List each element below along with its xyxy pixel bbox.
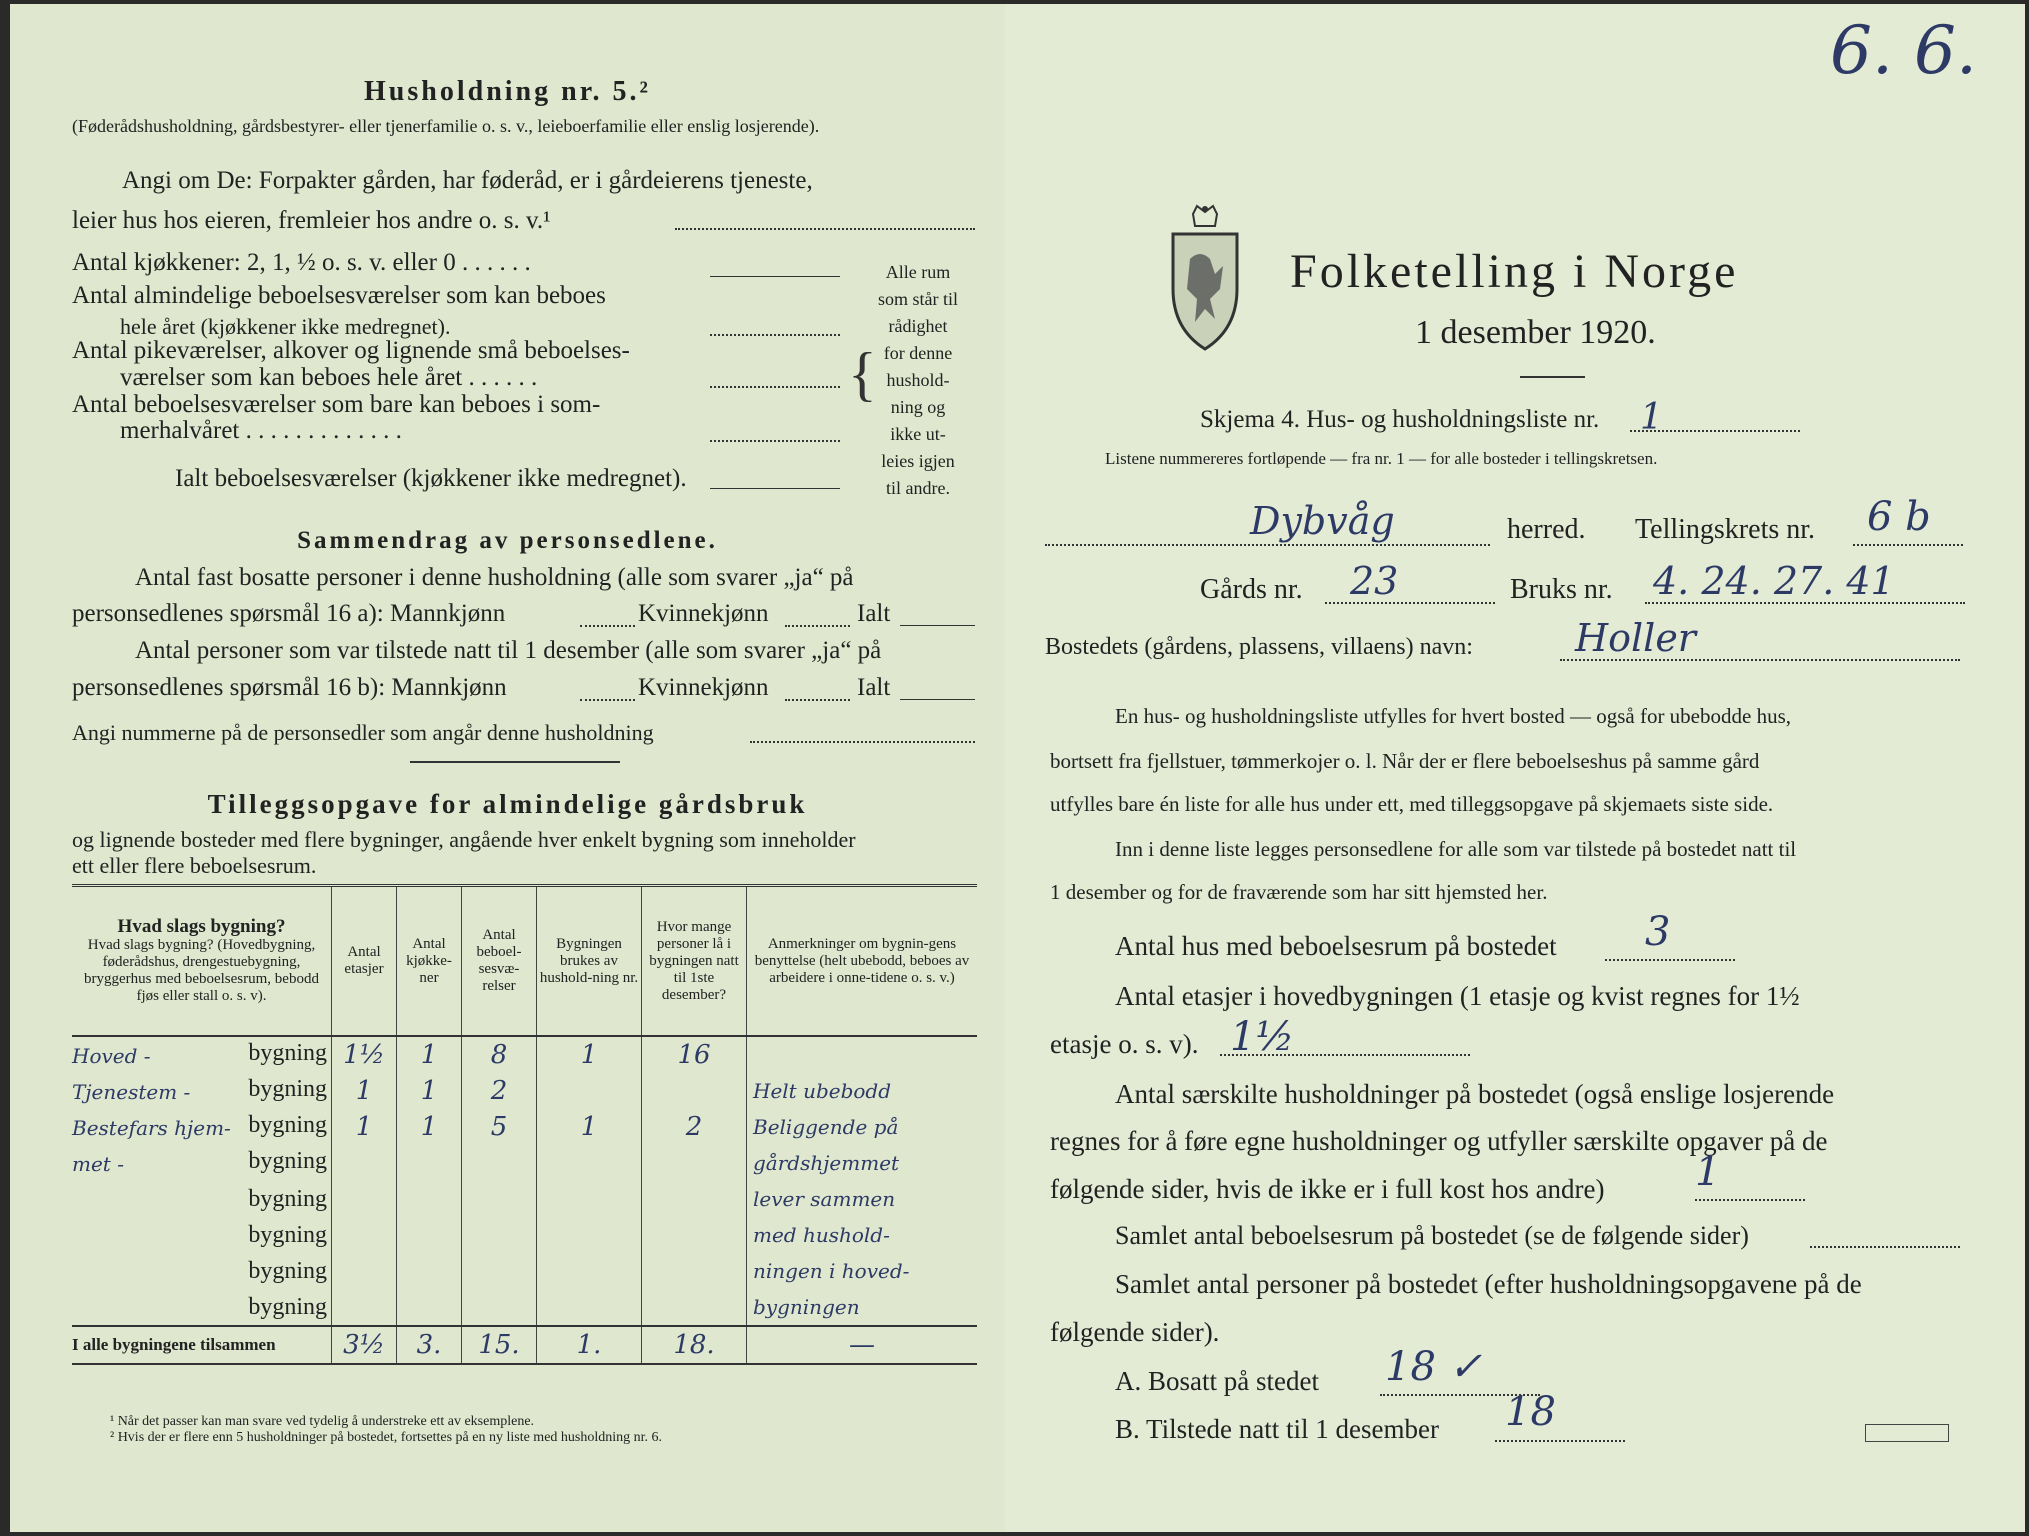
gards-value: 23 [1350, 559, 1399, 603]
row-anmerkning: bygningen [747, 1289, 978, 1326]
row-etasjer [332, 1145, 397, 1181]
coat-of-arms-icon [1165, 204, 1245, 354]
row-husholdning [537, 1289, 642, 1326]
row-personer [642, 1217, 747, 1253]
angi-line-1: Angi om De: Forpakter gården, har føderåd, er i gårdeierens tjeneste, [122, 167, 813, 194]
row-anmerkning: Helt ubebodd [747, 1073, 978, 1109]
row-anmerkning: med hushold- [747, 1217, 978, 1253]
row-etasjer [332, 1217, 397, 1253]
row-type [72, 1217, 332, 1253]
bygning-label: bygning [248, 1148, 327, 1174]
row-type-value: Bestefars hjem- [72, 1116, 231, 1140]
col-header-type: Hvad slags bygning? Hvad slags bygning? (Hovedbygning, føderådshus, drengestuebygning, bryggerhus med beboelsesrum, bebodd fjøs eller stall o. s. v). [84, 915, 319, 1004]
col-header-anmerkninger: Anmerkninger om bygnin-gens benyttelse (helt ubebodd, beboes av arbeidere i onne-tidene o. s. v.) [747, 886, 978, 1037]
building-row [72, 1217, 977, 1253]
row-personer [642, 1145, 747, 1181]
col-header-husholdning: Bygningen brukes av hushold-ning nr. [537, 886, 642, 1037]
sammendrag-b-line-1: Antal personer som var tilstede natt til 1 desember (alle som svarer „ja“ på [135, 637, 882, 664]
total-husholdning: 1. [537, 1326, 642, 1364]
building-row [72, 1073, 977, 1109]
etasjer-value: 1½ [1230, 1014, 1295, 1060]
building-row [72, 1109, 977, 1145]
row-husholdning [537, 1253, 642, 1289]
room-line-4: Antal pikeværelser, alkover og lignende små beboelses- [72, 337, 630, 364]
row-type [72, 1253, 332, 1289]
bygning-label: bygning [248, 1257, 327, 1284]
row-personer [642, 1253, 747, 1289]
bosatt-label: A. Bosatt på stedet [1115, 1366, 1319, 1396]
col-header-personer: Hvor mange personer lå i bygningen natt til 1ste desember? [642, 886, 747, 1037]
building-table [72, 884, 977, 1365]
info-2a: Inn i denne liste legges personsedlene for alle som var tilstede på bostedet natt til [1115, 837, 1797, 861]
tellingskrets-label: Tellingskrets nr. [1635, 514, 1816, 545]
row-vaerelser [462, 1145, 537, 1181]
tellingskrets-value: 6 b [1867, 494, 1931, 540]
row-type [72, 1036, 332, 1073]
row-anmerkning [747, 1036, 978, 1073]
total-anm: — [747, 1326, 978, 1364]
tillegg-text-2: ett eller flere beboelsesrum. [72, 853, 317, 878]
row-kjokkener: 1 [397, 1036, 462, 1073]
bygning-label: bygning [248, 1221, 327, 1248]
stamp-number: 6. 6. [1830, 12, 1977, 89]
census-date: 1 desember 1920. [1415, 314, 1656, 351]
skjema-label: Skjema 4. Hus- og husholdningsliste nr. [1200, 406, 1600, 433]
skjema-number: 1 [1640, 397, 1663, 438]
tilstede-value: 18 [1505, 1389, 1556, 1435]
sammendrag-b-line-2: personsedlenes spørsmål 16 b): Mannkjønn [72, 674, 507, 701]
household-title: Husholdning nr. 5.² [364, 76, 651, 107]
row-etasjer: 1 [332, 1109, 397, 1145]
building-row [72, 1253, 977, 1289]
total-personer: 18. [642, 1326, 747, 1364]
row-husholdning [537, 1145, 642, 1181]
row-vaerelser: 8 [462, 1036, 537, 1073]
room-line-5: værelser som kan beboes hele året . . . . . . [120, 364, 538, 391]
row-kjokkener [397, 1181, 462, 1217]
building-rows [72, 1036, 977, 1326]
row-type [72, 1289, 332, 1326]
angi-line-2: leier hus hos eieren, fremleier hos andre o. s. v.¹ [72, 207, 551, 234]
row-etasjer [332, 1253, 397, 1289]
hus-label: Antal hus med beboelsesrum på bostedet [1115, 931, 1557, 961]
ialt-rooms: Ialt beboelsesværelser (kjøkkener ikke medregnet). [175, 465, 687, 492]
gards-label: Gårds nr. [1200, 574, 1303, 605]
row-type [72, 1073, 332, 1109]
sammendrag-a-line-1: Antal fast bosatte personer i denne husholdning (alle som svarer „ja“ på [135, 564, 854, 591]
samlet-rum: Samlet antal beboelsesrum på bostedet (se de følgende sider) [1115, 1221, 1749, 1250]
room-line-1: Antal kjøkkener: 2, 1, ½ o. s. v. eller 0 . . . . . . [72, 249, 531, 276]
divider [410, 761, 620, 763]
tillegg-title: Tilleggsopgave for almindelige gårdsbruk [207, 789, 808, 819]
herred-label: herred. [1507, 514, 1586, 545]
sammendrag-title: Sammendrag av personsedlene. [297, 527, 718, 554]
bosatt-value: 18 ✓ [1385, 1344, 1483, 1390]
row-kjokkener: 1 [397, 1073, 462, 1109]
side-note: Alle rum som står til rådighet for denne hushold- ning og ikke ut- leies igjen til andre. [878, 262, 958, 498]
room-line-2: Antal almindelige beboelsesværelser som kan beboes [72, 282, 606, 309]
room-line-7: merhalvåret . . . . . . . . . . . . . [120, 417, 402, 444]
bruks-value: 4. 24. 27. 41 [1653, 559, 1895, 603]
row-anmerkning: ningen i hoved- [747, 1253, 978, 1289]
row-anmerkning: lever sammen [747, 1181, 978, 1217]
samlet-pers-line-1: Samlet antal personer på bostedet (efter husholdningsopgavene på de [1115, 1269, 1862, 1299]
row-etasjer [332, 1181, 397, 1217]
col-header-kjokkener: Antal kjøkke-ner [397, 886, 462, 1037]
tillegg-text-1: og lignende bosteder med flere bygninger, angående hver enkelt bygning som inneholder [72, 827, 856, 852]
listene-note: Listene nummereres fortløpende — fra nr. 1 — for alle bosteder i tellingskretsen. [1105, 449, 1658, 468]
angi-answer-line [675, 228, 975, 230]
row-vaerelser [462, 1181, 537, 1217]
row-type [72, 1109, 332, 1145]
angi-nummerne: Angi nummerne på de personsedler som angår denne husholdning [72, 720, 654, 745]
row-husholdning [537, 1073, 642, 1109]
row-husholdning: 1 [537, 1036, 642, 1073]
row-type [72, 1181, 332, 1217]
room-line-6: Antal beboelsesværelser som bare kan beboes i som- [72, 391, 601, 418]
info-1c: utfylles bare én liste for alle hus under ett, med tilleggsopgave på skjemaets siste side. [1050, 792, 1774, 816]
row-kjokkener: 1 [397, 1109, 462, 1145]
total-label: I alle bygningene tilsammen [72, 1326, 332, 1364]
right-page [1005, 4, 2025, 1532]
footnote-1: ¹ Når det passer kan man svare ved tydelig å understreke ett av eksemplene. [110, 1414, 535, 1429]
row-personer: 2 [642, 1109, 747, 1145]
row-personer [642, 1181, 747, 1217]
etasjer-line-1: Antal etasjer i hovedbygningen (1 etasje og kvist regnes for 1½ [1115, 981, 1800, 1011]
bruks-label: Bruks nr. [1510, 574, 1613, 605]
row-husholdning [537, 1217, 642, 1253]
brace: { [848, 341, 877, 407]
row-personer [642, 1289, 747, 1326]
bygning-label: bygning [248, 1112, 327, 1138]
row-personer [642, 1073, 747, 1109]
household-subtitle: (Føderådshusholdning, gårdsbestyrer- eller tjenerfamilie o. s. v., leieboerfamilie eller enslig losjerende). [72, 116, 820, 136]
row-kjokkener [397, 1217, 462, 1253]
row-vaerelser [462, 1253, 537, 1289]
row-type-value: Tjenestem - [72, 1080, 191, 1104]
etasjer-line-2: etasje o. s. v). [1050, 1029, 1199, 1059]
sarskilte-line-2: regnes for å føre egne husholdninger og utfyller særskilte opgaver på de [1050, 1126, 1828, 1156]
row-anmerkning: gårdshjemmet [747, 1145, 978, 1181]
row-kjokkener [397, 1253, 462, 1289]
building-row [72, 1181, 977, 1217]
row-vaerelser: 2 [462, 1073, 537, 1109]
row-etasjer: 1 [332, 1073, 397, 1109]
row-etasjer [332, 1289, 397, 1326]
row-kjokkener [397, 1145, 462, 1181]
building-row [72, 1036, 977, 1073]
printer-mark [1865, 1424, 1949, 1442]
row-vaerelser: 5 [462, 1109, 537, 1145]
total-etasjer: 3½ [332, 1326, 397, 1364]
bygning-label: bygning [248, 1040, 327, 1066]
bygning-label: bygning [248, 1185, 327, 1212]
building-row [72, 1289, 977, 1326]
row-kjokkener [397, 1289, 462, 1326]
samlet-pers-line-2: følgende sider). [1050, 1317, 1220, 1347]
main-title: Folketelling i Norge [1290, 245, 1739, 298]
footnote-2: ² Hvis der er flere enn 5 husholdninger på bostedet, fortsettes på en ny liste med husholdning nr. 6. [110, 1430, 663, 1445]
sarskilte-line-1: Antal særskilte husholdninger på bostedet (også enslige losjerende [1115, 1079, 1835, 1109]
row-type-value: met - [72, 1152, 124, 1176]
sarskilte-value: 1 [1695, 1149, 1721, 1195]
row-husholdning [537, 1181, 642, 1217]
col-header-vaerelser: Antal beboel-sesvæ-relser [462, 886, 537, 1037]
info-2b: 1 desember og for de fraværende som har sitt hjemsted her. [1050, 880, 1548, 904]
col-header-etasjer: Antal etasjer [332, 886, 397, 1037]
bosted-value: Holler [1575, 616, 1696, 660]
row-vaerelser [462, 1217, 537, 1253]
row-personer: 16 [642, 1036, 747, 1073]
bygning-label: bygning [248, 1076, 327, 1102]
sammendrag-a-line-2: personsedlenes spørsmål 16 a): Mannkjønn [72, 600, 506, 627]
tilstede-label: B. Tilstede natt til 1 desember [1115, 1414, 1439, 1444]
total-vaerelser: 15. [462, 1326, 537, 1364]
sarskilte-line-3: følgende sider, hvis de ikke er i full kost hos andre) [1050, 1174, 1605, 1204]
herred-name: Dybvåg [1250, 499, 1395, 543]
row-etasjer: 1½ [332, 1036, 397, 1073]
row-anmerkning: Beliggende på [747, 1109, 978, 1145]
bygning-label: bygning [248, 1293, 327, 1320]
info-1a: En hus- og husholdningsliste utfylles for hvert bosted — også for ubebodde hus, [1115, 704, 1791, 728]
building-row [72, 1145, 977, 1181]
row-type-value: Hoved - [72, 1044, 151, 1068]
info-1b: bortsett fra fjellstuer, tømmerkojer o. l. Når der er flere beboelseshus på samme gård [1050, 749, 1760, 773]
hus-value: 3 [1645, 909, 1671, 955]
bosted-label: Bostedets (gårdens, plassens, villaens) navn: [1045, 634, 1473, 660]
row-husholdning: 1 [537, 1109, 642, 1145]
left-page: Husholdning nr. 5.² (Føderådshusholdning, gårdsbestyrer- eller tjenerfamilie o. s. v., leieboerfamilie eller enslig losjerende). Angi om De: Forpakter gården, har føderåd, er i gårdeierens tjeneste, leier hus hos eieren, fremleier hos andre o. s. v.¹ Antal kjøkkener: 2, 1, ½ o. s. v. eller 0 . . . . . . Antal almindelige beboelsesværelser som kan beboes hele året (kjøkkener ikke medregnet). Antal pikeværelser, alkover og lignende små beboelses- værelser som kan beboes hele året . . . . . . Antal beboelsesværelser som bare kan beboes i som- merhalvåret . . . . . . . . . . . . . Ialt beboelsesværelser (kjøkkener ikke medregnet). { Alle rum som står til rådighet for denne hushold- ning og ikke ut- leies igjen til andre. Sammendrag av personsedlene. Antal fast bosatte personer i denne husholdning (alle som svarer „ja“ på personsedlenes spørsmål 16 a): Mannkjønn Kvinnekjønn Ialt Antal personer som var tilstede natt til 1 desember (alle som svarer „ja“ på personsedlenes spørsmål 16 b): Mannkjønn Kvinnekjønn Ialt Angi nummerne på de personsedler som angår denne husholdning Tilleggsopgave for almindelige gårdsbruk og lignende bosteder med flere bygninger, angående hver enkelt bygning som inneholder ett eller flere beboelsesrum. Hvad slags bygning? Hvad slags bygning? (Hovedbygning, føderådshus, drengestuebygning, bryggerhus med beboelsesrum, bebodd fjøs eller stall o. s. v). Antal etasjer Antal kjøkke-ner Antal beboel-sesvæ-relser Bygningen brukes av hushold-ning nr. Hvor mange personer lå i bygningen natt til 1ste desember? Anmerkninger om bygnin-gens benyttelse (helt ubebodd, beboes av arbeidere i onne-tidene o. s. v.) bygning Hoved - 1½ 1 8 1 16 bygning Tjenestem - 1 1 2 Helt ubebodd bygning Bestefars hjem- 1 1 5 1 2 Beliggende på bygning met - gårdshjemmet bygning lever sammen bygning med hushold- bygning ningen i hoved- bygning bygningen I alle bygningene tilsammen 3½ 3. 15. 1. 18. — ¹ Når det passer kan man svare ved tydelig å understreke ett av eksemplene. ² Hvis der er flere enn 5 husholdninger på bostedet, fortsettes på en ny liste med husholdning nr. 6. [10, 4, 1005, 1532]
total-row [72, 1326, 977, 1364]
row-vaerelser [462, 1289, 537, 1326]
total-kjokkener: 3. [397, 1326, 462, 1364]
room-line-3: hele året (kjøkkener ikke medregnet). [120, 314, 451, 339]
row-type [72, 1145, 332, 1181]
